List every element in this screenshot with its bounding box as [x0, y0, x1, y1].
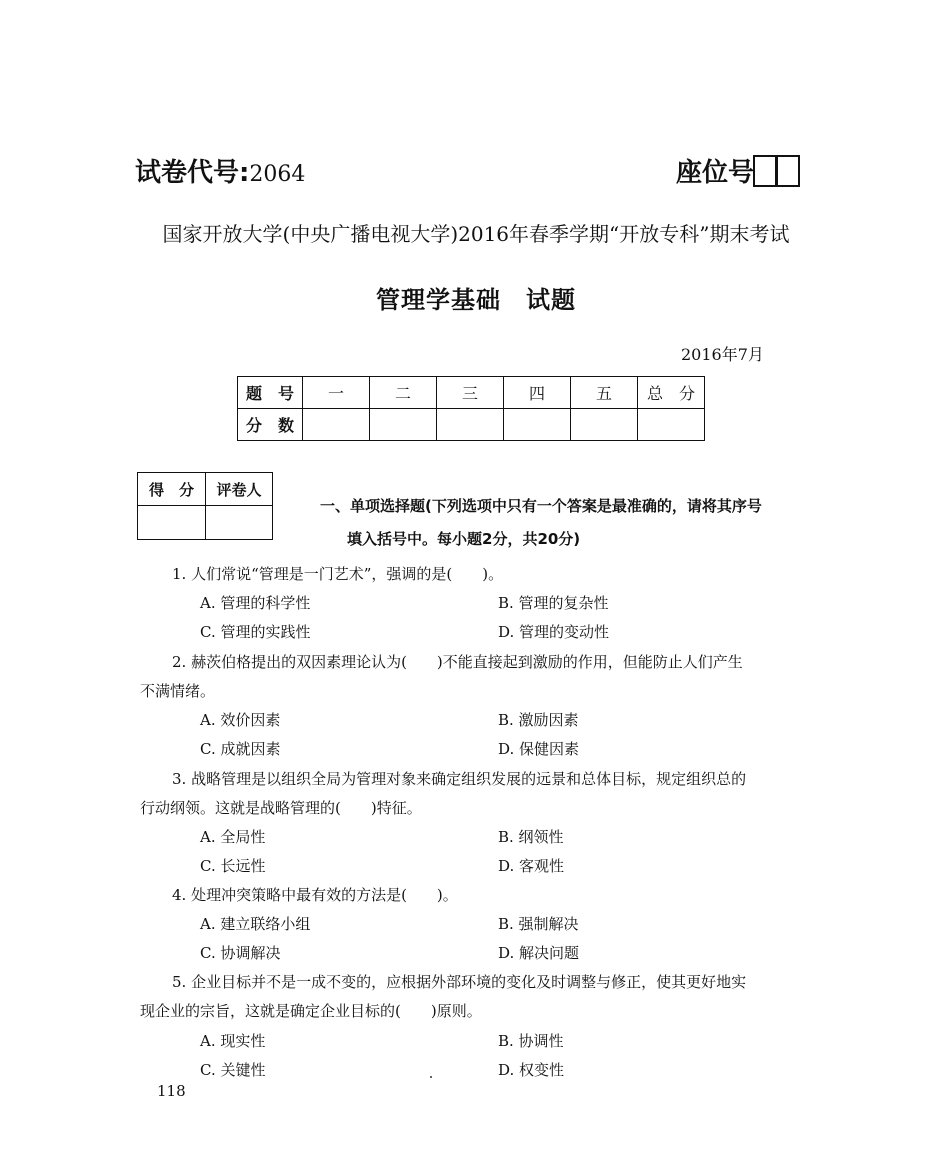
question-2-option-b: B. 激励因素 — [498, 711, 579, 729]
question-3-option-a: A. 全局性 — [200, 828, 266, 846]
seat-box — [753, 155, 777, 187]
exam-header: 国家开放大学(中央广播电视大学)2016年春季学期“开放专科”期末考试 — [162, 222, 790, 246]
score-table-header: 一 — [303, 377, 370, 409]
question-5-option-c: C. 关键性 — [200, 1061, 266, 1079]
score-table-row-label: 分 数 — [238, 409, 303, 441]
scan-speck — [430, 1076, 432, 1078]
score-cell — [370, 409, 437, 441]
question-2-stem: 2. 赫茨伯格提出的双因素理论认为( )不能直接起到激励的作用，但能防止人们产生 — [172, 653, 743, 671]
score-table-score-row — [238, 409, 705, 441]
grader-score-cell — [138, 506, 206, 540]
grader-score-label: 得 分 — [138, 473, 206, 506]
score-cell — [437, 409, 504, 441]
question-1-option-d: D. 管理的变动性 — [498, 623, 610, 641]
question-4-stem: 4. 处理冲突策略中最有效的方法是( )。 — [172, 886, 458, 904]
question-5-option-b: B. 协调性 — [498, 1032, 564, 1050]
section-heading: 一、单项选择题(下列选项中只有一个答案是最准确的，请将其序号 — [320, 497, 762, 515]
question-5-option-d: D. 权变性 — [498, 1061, 565, 1079]
score-table-header: 二 — [370, 377, 437, 409]
score-cell — [504, 409, 571, 441]
question-4-option-d: D. 解决问题 — [498, 944, 580, 962]
seat-box — [776, 155, 800, 187]
question-2-stem-cont: 不满情绪。 — [140, 682, 216, 700]
grader-name-label: 评卷人 — [206, 473, 273, 506]
score-table-header: 五 — [571, 377, 638, 409]
question-1-option-c: C. 管理的实践性 — [200, 623, 311, 641]
page-number: 118 — [157, 1082, 186, 1100]
score-cell — [303, 409, 370, 441]
score-table-header: 四 — [504, 377, 571, 409]
score-table-header: 总 分 — [638, 377, 705, 409]
question-3-option-b: B. 纲领性 — [498, 828, 564, 846]
question-5-stem-cont: 现企业的宗旨，这就是确定企业目标的( )原则。 — [140, 1002, 482, 1020]
paper-code-number: 2064 — [249, 162, 306, 187]
grader-name-cell — [206, 506, 273, 540]
score-cell — [638, 409, 705, 441]
question-4-option-c: C. 协调解决 — [200, 944, 281, 962]
score-table-header: 题 号 — [238, 377, 303, 409]
section-heading-cont: 填入括号中。每小题2分，共20分) — [347, 530, 581, 548]
question-4-option-b: B. 强制解决 — [498, 915, 579, 933]
question-3-option-c: C. 长远性 — [200, 857, 266, 875]
score-table-header: 三 — [437, 377, 504, 409]
question-5-stem: 5. 企业目标并不是一成不变的，应根据外部环境的变化及时调整与修正，使其更好地实 — [172, 973, 747, 991]
paper-code-label: 试卷代号: — [135, 158, 250, 188]
question-3-option-d: D. 客观性 — [498, 857, 565, 875]
question-3-stem-cont: 行动纲领。这就是战略管理的( )特征。 — [140, 799, 422, 817]
question-1-stem: 1. 人们常说“管理是一门艺术”，强调的是( )。 — [172, 565, 504, 583]
score-table-header-row — [238, 377, 705, 409]
exam-date: 2016年7月 — [681, 345, 764, 364]
grader-table — [137, 472, 273, 540]
score-cell — [571, 409, 638, 441]
exam-title: 管理学基础 试题 — [376, 286, 576, 314]
seat-label: 座位号 — [676, 158, 755, 188]
question-2-option-d: D. 保健因素 — [498, 740, 580, 758]
question-4-option-a: A. 建立联络小组 — [200, 915, 311, 933]
question-1-option-a: A. 管理的科学性 — [200, 594, 311, 612]
question-2-option-a: A. 效价因素 — [200, 711, 281, 729]
paper-code — [135, 152, 305, 189]
score-table — [237, 376, 705, 441]
question-2-option-c: C. 成就因素 — [200, 740, 281, 758]
question-3-stem: 3. 战略管理是以组织全局为管理对象来确定组织发展的远景和总体目标，规定组织总的 — [172, 770, 747, 788]
question-5-option-a: A. 现实性 — [200, 1032, 266, 1050]
question-1-option-b: B. 管理的复杂性 — [498, 594, 609, 612]
seat-number — [676, 152, 800, 189]
